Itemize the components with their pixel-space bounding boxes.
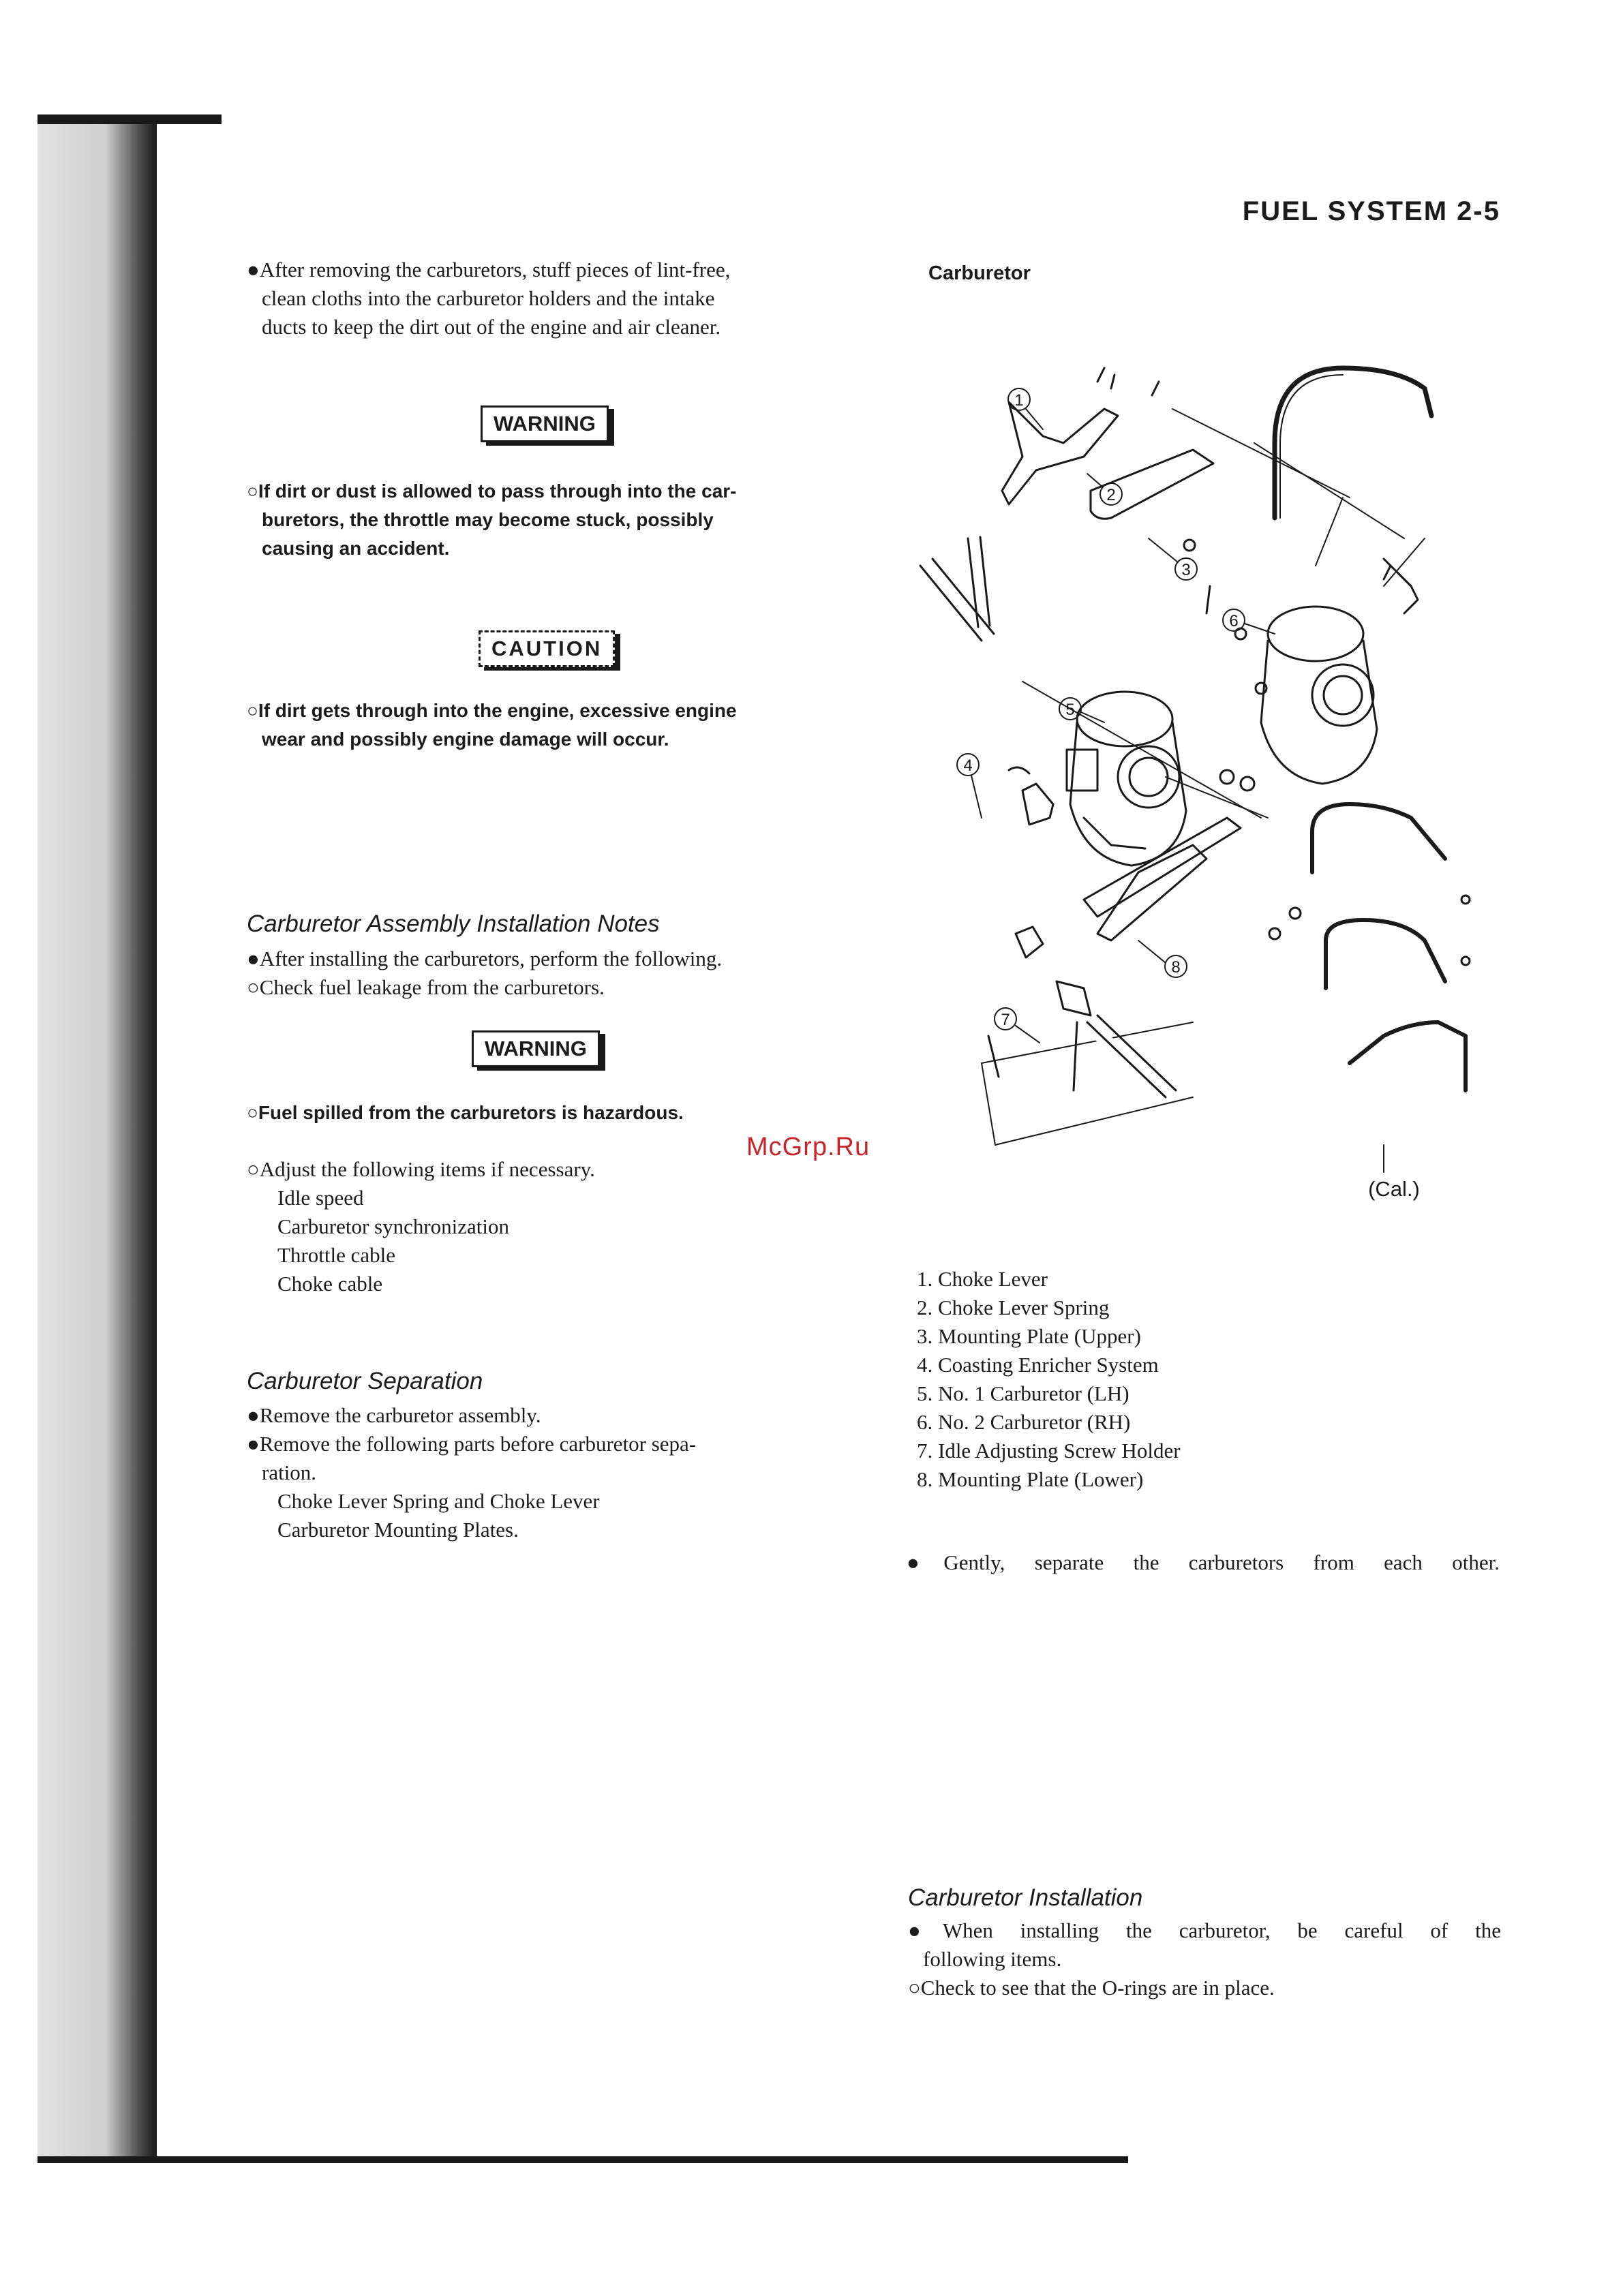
page-bottom-edge [37, 2156, 1128, 2163]
adjust-block [247, 1155, 843, 1298]
callout-7-label: 7 [1001, 1011, 1010, 1029]
separate-instruction: ●Gently, separate the carburetors from each other. [907, 1550, 1500, 1574]
callout-5-label: 5 [1065, 701, 1075, 719]
installation-line-3: ○Check to see that the O-rings are in place. [908, 1976, 1275, 2000]
installation-block [908, 1916, 1501, 2002]
legend-item: 5. No. 1 Carburetor (LH) [917, 1381, 1129, 1405]
separation-list [247, 1487, 843, 1544]
adjust-intro: ○Adjust the following items if necessary. [247, 1157, 595, 1181]
callout-1-label: 1 [1014, 391, 1024, 410]
figure-note: (Cal.) [1368, 1177, 1420, 1201]
separation-block [247, 1401, 843, 1544]
callout-8 [1138, 940, 1187, 977]
adjust-item: Choke cable [277, 1272, 383, 1296]
intro-paragraph [247, 256, 843, 341]
assembly-line-2: ○Check fuel leakage from the carburetors. [247, 975, 605, 999]
installation-heading: Carburetor Installation [908, 1884, 1143, 1911]
warning-2-text: ○Fuel spilled from the carburetors is hazardous. [247, 1102, 684, 1123]
binding-top-edge [37, 114, 222, 124]
plates [1002, 402, 1241, 940]
assembly-notes [247, 945, 843, 1002]
hoses [920, 368, 1466, 1097]
separation-line-3: ration. [262, 1460, 317, 1484]
small-parts [988, 368, 1470, 1090]
separation-line-2: ●Remove the following parts before carburetor sepa- [247, 1432, 697, 1456]
callout-8-label: 8 [1171, 958, 1181, 977]
legend-item: 7. Idle Adjusting Screw Holder [917, 1439, 1181, 1463]
callout-3-label: 3 [1181, 561, 1191, 579]
caution-line-1: ○If dirt gets through into the engine, excessive engine [247, 700, 737, 721]
intro-line-1: ●After removing the carburetors, stuff pieces of lint-free, [247, 258, 731, 281]
callout-4 [957, 754, 982, 818]
assembly-heading: Carburetor Assembly Installation Notes [247, 910, 660, 937]
legend-item: 4. Coasting Enricher System [917, 1353, 1159, 1377]
carburetor-exploded-diagram [907, 341, 1500, 1227]
watermark-text: McGrp.Ru [746, 1133, 870, 1161]
warning-1-text [247, 477, 843, 563]
legend-item: 1. Choke Lever [917, 1267, 1048, 1291]
separation-line-1: ●Remove the carburetor assembly. [247, 1403, 541, 1427]
callout-3 [1149, 538, 1197, 580]
carburetor-no2-body [1261, 559, 1418, 784]
separation-item: Choke Lever Spring and Choke Lever [277, 1489, 600, 1513]
separation-item: Carburetor Mounting Plates. [277, 1518, 519, 1542]
intro-line-3: ducts to keep the dirt out of the engine and air cleaner. [262, 315, 721, 339]
warning-1-line-2: buretors, the throttle may become stuck, possibly [262, 509, 714, 530]
legend-item: 8. Mounting Plate (Lower) [917, 1467, 1144, 1491]
callout-2-label: 2 [1106, 486, 1116, 504]
callout-6-label: 6 [1229, 612, 1239, 630]
warning-1-line-3: causing an accident. [262, 538, 450, 559]
callout-6 [1223, 609, 1275, 634]
adjust-item: Carburetor synchronization [277, 1214, 510, 1238]
installation-line-1: ●When installing the carburetor, be careful of the [908, 1918, 1501, 1942]
warning-box-1: WARNING [481, 405, 609, 442]
page-header: FUEL SYSTEM 2-5 [1242, 196, 1500, 226]
figure-title: Carburetor [928, 262, 1031, 284]
caution-line-2: wear and possibly engine damage will occur. [262, 729, 669, 750]
installation-line-2: following items. [923, 1947, 1062, 1971]
intro-line-2: clean cloths into the carburetor holders and the intake [262, 286, 715, 310]
frame-lines [982, 409, 1425, 1145]
warning-1-line-1: ○If dirt or dust is allowed to pass through into the car- [247, 480, 737, 502]
callout-5 [1059, 698, 1104, 722]
separation-heading: Carburetor Separation [247, 1368, 483, 1394]
assembly-line-1: ●After installing the carburetors, perform the following. [247, 947, 723, 970]
legend-item: 3. Mounting Plate (Upper) [917, 1324, 1141, 1348]
legend-item: 6. No. 2 Carburetor (RH) [917, 1410, 1131, 1434]
warning-box-2: WARNING [472, 1030, 600, 1067]
adjust-item: Throttle cable [277, 1243, 395, 1267]
figure-legend [917, 1265, 1181, 1494]
page-binding-shadow [37, 116, 157, 2160]
callout-7 [995, 1008, 1040, 1043]
adjust-list [247, 1184, 843, 1298]
caution-box: CAUTION [479, 630, 615, 667]
adjust-item: Idle speed [277, 1186, 364, 1210]
callout-4-label: 4 [963, 756, 973, 775]
caution-text [247, 697, 843, 754]
legend-item: 2. Choke Lever Spring [917, 1296, 1110, 1319]
